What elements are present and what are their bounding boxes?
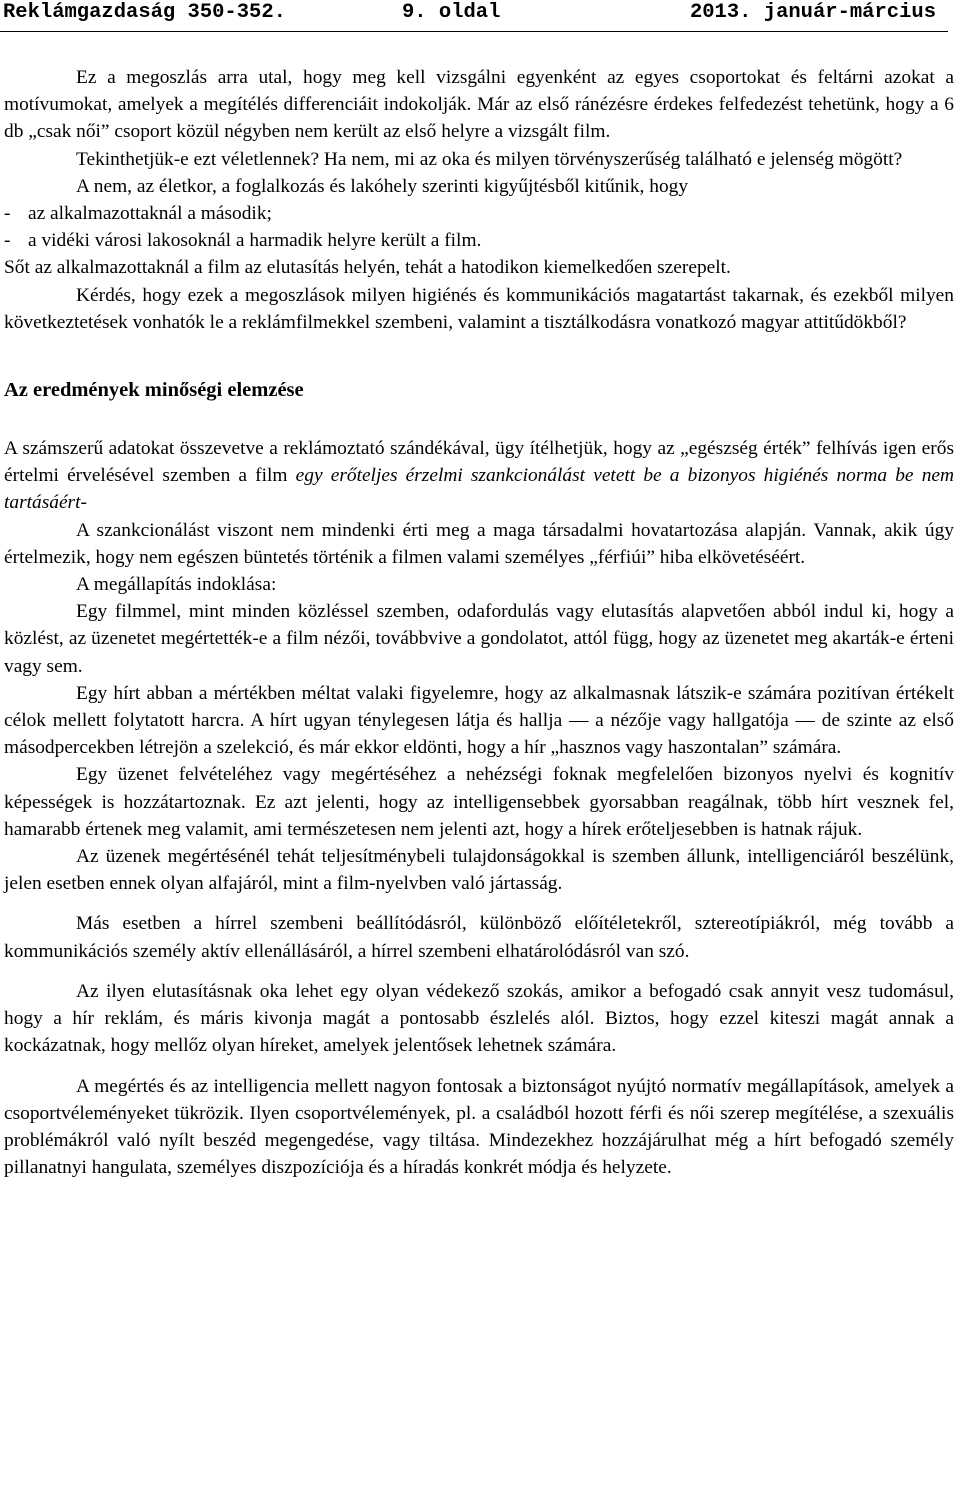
journal-title: Reklámgazdaság 350-352. xyxy=(3,1,286,24)
paragraph: Egy üzenet felvételéhez vagy megértéséhez a nehézségi foknak megfelelően bizonyos nyelvi és kognitív képességek is hozzátartoznak. Ez azt jelenti, hogy az intelligensebbek gyorsabban reagálnak, több hírt vesznek fel, hamarabb értenek meg valamit, ami természetesen nem jelenti azt, hogy a hírek erőteljesebben is hatnak rájuk. xyxy=(4,764,954,840)
document-body xyxy=(4,64,954,1181)
list-item-text: az alkalmazottaknál a második; xyxy=(28,203,272,225)
list-item xyxy=(4,200,954,227)
list-dash: - xyxy=(4,203,11,225)
paragraph: Ez a megoszlás arra utal, hogy meg kell vizsgálni egyenként az egyes csoportokat és feltárni azokat a motívumokat, amelyek a megítélés differenciáit indokolják. Már az első ránézésre érdekes felfedezést tehetünk, hogy a 6 db „csak női” csoport közül négyben nem került az első helyre a vizsgált film. xyxy=(4,67,954,143)
list-item-text: a vidéki városi lakosoknál a harmadik helyre került a film. xyxy=(28,230,482,252)
list-dash: - xyxy=(4,230,11,252)
paragraph: Egy hírt abban a mértékben méltat valaki figyelemre, hogy az alkalmasnak látszik-e számára pozitívan értékelt célok mellett folytatott harcra. A hírt ugyan ténylegesen látja és hallja — a nézője vagy hallgatója — de szinte az első másodpercekben létrejön a szelekció, és már ekkor eldönti, hogy a hír „hasznos vagy haszontalan” számára. xyxy=(4,682,954,759)
paragraph: Az üzenek megértésénél tehát teljesítménybeli tulajdonságokkal is szemben állunk, intelligenciáról beszélünk, jelen esetben ennek olyan alfajáról, mint a film-nyelvben való jártasság. xyxy=(4,846,954,895)
paragraph: A megértés és az intelligencia mellett nagyon fontosak a biztonságot nyújtó normatív megállapítások, amelyek a csoportvéleményeket tükrözik. Ilyen csoportvélemények, pl. a családból hozott férfi és női szerep megítélése, a szexuális problémákról való nyílt beszéd megengedése, vagy tiltása. Mindezekhez hozzájárulhat még a hírt befogadó személy pillanatnyi hangulata, személyes diszpozíciója és a híradás konkrét módja és helyzete. xyxy=(4,1075,954,1179)
paragraph: A szankcionálást viszont nem mindenki érti meg a maga társadalmi hovatartozása alapján. Vannak, akik úgy értelmezik, hogy nem egészen büntetés történik a filmen valami személyes „férfiúi” hiba elkövetéséért. xyxy=(4,519,954,568)
paragraph: Tekinthetjük-e ezt véletlennek? Ha nem, mi az oka és milyen törvényszerűség található e jelenség mögött? xyxy=(76,148,903,170)
paragraph: Egy filmmel, mint minden közléssel szemben, odafordulás vagy elutasítás alapvetően abból indul ki, hogy a közlést, az üzenetet megértették-e a film nézői, továbbvive a gondolatot, attól függ, hogy az üzenetet meg akarták-e érteni vagy sem. xyxy=(4,601,954,677)
page-number: 9. oldal xyxy=(402,1,501,24)
page-header xyxy=(0,2,948,32)
paragraph xyxy=(4,435,954,517)
paragraph: A megállapítás indoklása: xyxy=(76,574,277,596)
emphasized-text: egy erőteljes érzelmi szankcionálást vetett be a bizonyos higiénés norma be nem tartásáért- xyxy=(4,465,954,514)
paragraph: Kérdés, hogy ezek a megoszlások milyen higiénés és kommunikációs magatartást takarnak, és ezekből milyen következtetések vonhatók le a reklámfilmekkel szembeni, valamint a tisztálkodásra vonatkozó magyar attitűdökből? xyxy=(4,284,954,333)
section-heading: Az eredmények minőségi elemzése xyxy=(4,379,304,402)
paragraph: A nem, az életkor, a foglalkozás és lakóhely szerinti kigyűjtésből kitűnik, hogy xyxy=(76,175,689,197)
list-item xyxy=(4,227,954,254)
paragraph: Más esetben a hírrel szembeni beállítódásról, különböző előítéletekről, sztereotípiákról, még tovább a kommunikációs személy aktív ellenállásáról, a hírrel szembeni elhatárolódásról van szó. xyxy=(4,913,954,962)
issue-date: 2013. január-március xyxy=(689,1,936,24)
paragraph: Az ilyen elutasításnak oka lehet egy olyan védekező szokás, amikor a befogadó csak annyit vesz tudomásul, hogy a hír reklám, és máris kivonja magát a pontosabb észlelés alól. Biztos, hogy ezzel kiteszi magát annak a kockázatnak, hogy mellőz olyan híreket, amelyek jelentősek lehetnek számára. xyxy=(4,980,954,1057)
paragraph-text: A számszerű adatokat összevetve a reklámoztató szándékával, ügy ítélhetjük, hogy az „egészség érték” felhívás igen erős értelmi érvelésével szemben a film xyxy=(4,438,954,487)
paragraph: Sőt az alkalmazottaknál a film az elutasítás helyén, tehát a hatodikon kiemelkedően szerepelt. xyxy=(4,257,731,279)
